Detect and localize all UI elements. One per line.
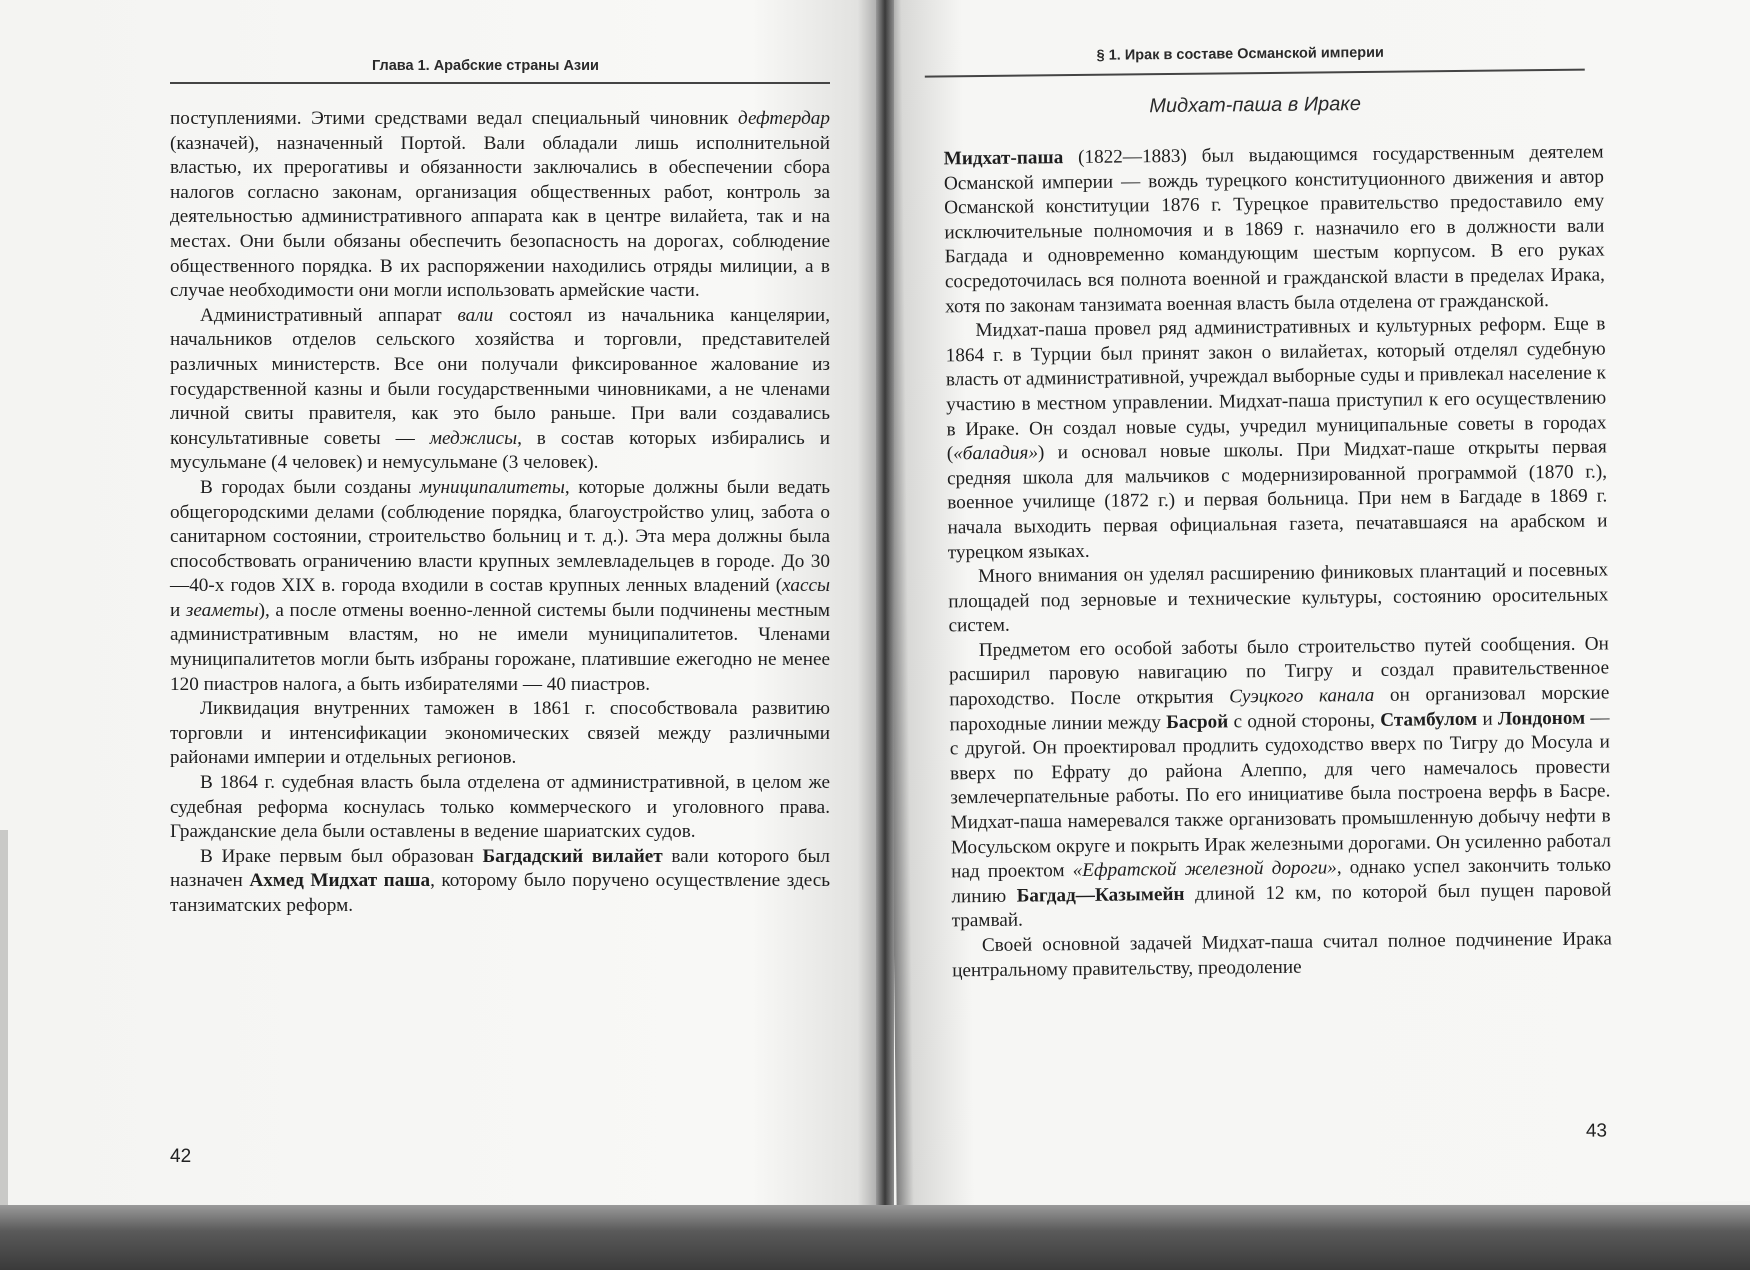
running-head-left: Глава 1. Арабские страны Азии <box>372 58 599 74</box>
page-number-right: 43 <box>1585 1120 1608 1142</box>
italic-term: дефтердар <box>738 108 830 129</box>
bold-term: Мидхат-паша <box>943 147 1064 170</box>
bold-term: Басрой <box>1166 711 1229 733</box>
left-edge-shade <box>0 830 8 1220</box>
text-run: , в состав которых избирались и мусульмане (4 человек) и немусульмане (3 человек). <box>170 427 831 474</box>
paragraph <box>170 845 830 919</box>
text-run: — с другой. Он проектировал продлить судоходство вверх по Тигру до Мосула и вверх по Ефрату до района Алеппо, для чего намечалось провести землечерпательные работы. По его инициативе была построена верфь в Басре. Мидхат-паша намеревался также организовать промышленную добычу нефти в Мосульском округе и покрыть Ирак железными дорогами. Он усиленно работал над проектом <box>949 707 1611 883</box>
text-run: поступлениями. Этими средствами ведал специальный чиновник <box>170 108 739 129</box>
header-rule-left <box>170 82 830 84</box>
paragraph <box>170 771 830 845</box>
left-page <box>0 0 884 1210</box>
paragraph <box>944 140 1606 319</box>
bold-term: Ахмед Мидхат паша <box>249 870 431 892</box>
right-page-text <box>944 140 1613 983</box>
bold-term: Багдадский вилайет <box>482 845 663 867</box>
header-rule-right <box>925 69 1585 78</box>
italic-term: вали <box>457 304 494 326</box>
paragraph <box>945 313 1608 566</box>
paragraph <box>948 559 1609 640</box>
bold-term: Багдад—Казымейн <box>1016 883 1185 907</box>
italic-term: муниципалитеты <box>419 476 565 498</box>
text-run: , которые должны были ведать общегородскими делами (соблюдение порядка, благоустройство улиц, забота о санитарном состоянии, строительство больниц и т. д.). Эта мера должны была способствовать ограничению власти крупных землевладельцев в городе. До 30—40-х годов XIX в. города входили в состав крупных ленных владений ( <box>170 476 830 597</box>
text-run: В 1864 г. судебная власть была отделена от административной, в целом же судебная реформа коснулась только коммерческого и уголовного права. Гражданские дела были оставлены в ведение шариатских судов. <box>170 772 830 843</box>
text-run: Административный аппарат <box>200 304 458 326</box>
paragraph <box>170 107 830 304</box>
text-run: (1822—1883) был выдающимся государственным деятелем Османской империи — вождь турецкого конституционного движения и автор Османской конституции 1876 г. Турецкое правительство предоставило ему исключительные полномочия и в 1869 г. назначило его в должности вали Багдада и одновременно командующим шестым корпусом. В его руках сосредоточилась вся полнота военной и гражданской власти в пределах Ирака, хотя по законам танзимата военная власть была отделена от гражданской. <box>943 141 1606 317</box>
text-run: Предметом его особой заботы было строительство путей сообщения. Он расширил паровую навигацию по Тигру и создал правительственное пароходство. После открытия <box>948 633 1610 711</box>
text-run: состоял из начальника канцелярии, начальников отделов сельского хозяйства и торговли, представителей различных министерств. Все они получали фиксированное жалование из государственной казны и были государственными чиновниками, а не членами личной свиты правителя, как это было раньше. При вали создавались консультативные советы — <box>170 304 831 449</box>
italic-term: меджлисы <box>429 427 518 449</box>
text-run: длиной 12 км, по которой был пущен паровой трамвай. <box>951 879 1612 932</box>
italic-term: «баладия» <box>953 442 1039 465</box>
text-run: В городах были созданы <box>200 476 420 498</box>
paragraph <box>170 476 830 697</box>
paragraph <box>949 632 1612 934</box>
italic-term: «Ефратской железной дороги» <box>1072 857 1337 882</box>
running-head-right: § 1. Ирак в составе Османской империи <box>1096 44 1385 64</box>
italic-term: Суэцкого канала <box>1229 684 1375 708</box>
text-run: , однако успел закончить только линию <box>951 854 1612 908</box>
left-page-text <box>170 107 830 919</box>
text-run: Мидхат-паша провел ряд административных и культурных реформ. Еще в 1864 г. в Турции был принят закон о вилайетах, который отделял судебную власть от административной, учреждал выборные суды и привлекал население к участию в местном управлении. Мидхат-паша приступил к его осуществлению в Ираке. Он создал новые суды, учредил муниципальные советы в городах ( <box>945 313 1607 465</box>
text-run: (казначей), назначенный Портой. Вали обладали лишь исполнительной властью, их прерогативы и обязанности заключались в обеспечении сбора налогов согласно законам, организация общественных работ, контроль за деятельностью административного аппарата как в центре вилайета, так и на местах. Они были обязаны обеспечить безопасность на дорогах, соблюдение общественного порядка. В их распоряжении находились отряды милиции, а в случае необходимости они могли использовать армейские части. <box>170 132 830 302</box>
book-gutter <box>876 0 894 1220</box>
text-run: и <box>1477 708 1499 730</box>
italic-term: хассы <box>782 575 830 597</box>
text-run: вали которого был назначен <box>170 845 830 892</box>
text-run: Ликвидация внутренних таможен в 1861 г. способствовала развитию торговли и интенсификации экономических связей между различными районами империи и отдельных регионов. <box>170 698 830 769</box>
text-run: он организовал морские пароходные линии между <box>949 682 1610 736</box>
bottom-shadow <box>0 1205 1750 1270</box>
italic-term: зеаметы <box>185 599 259 621</box>
paragraph <box>952 927 1612 983</box>
right-page <box>884 0 1750 1210</box>
text-run: Своей основной задачей Мидхат-паша считал полное подчинение Ирака центральному правительству, преодоление <box>952 928 1612 981</box>
page-number-left: 42 <box>170 1146 192 1167</box>
paragraph <box>170 697 830 771</box>
bold-term: Лондоном <box>1497 707 1586 730</box>
paragraph <box>170 304 830 476</box>
text-run: ) и основал новые школы. При Мидхат-паше открыты первая средняя школа для мальчиков с модернизированной программой (1870 г.), военное училище (1872 г.) и первая больница. При нем в Багдаде в 1869 г. начала выходить первая официальная газета, печатавшаяся на арабском и турецком языках. <box>946 436 1608 563</box>
text-run: , которому было поручено осуществление здесь танзиматских реформ. <box>170 870 830 916</box>
text-run: с одной стороны, <box>1228 709 1381 733</box>
bold-term: Стамбулом <box>1380 708 1478 731</box>
text-run: и <box>170 599 186 621</box>
section-title: Мидхат-паша в Ираке <box>1149 93 1362 118</box>
text-run: ), а после отмены военно-ленной системы были подчинены местным административным властям, но не имели муниципалитетов. Членами муниципалитетов могли быть избраны горожане, платившие ежегодно не менее 120 пиастров налога, а быть избирателями — 40 пиастров. <box>170 599 830 695</box>
text-run: Много внимания он уделял расширению финиковых плантаций и посевных площадей под зерновые и технические культуры, состоянию оросительных систем. <box>948 559 1609 637</box>
text-run: В Ираке первым был образован <box>200 845 483 867</box>
